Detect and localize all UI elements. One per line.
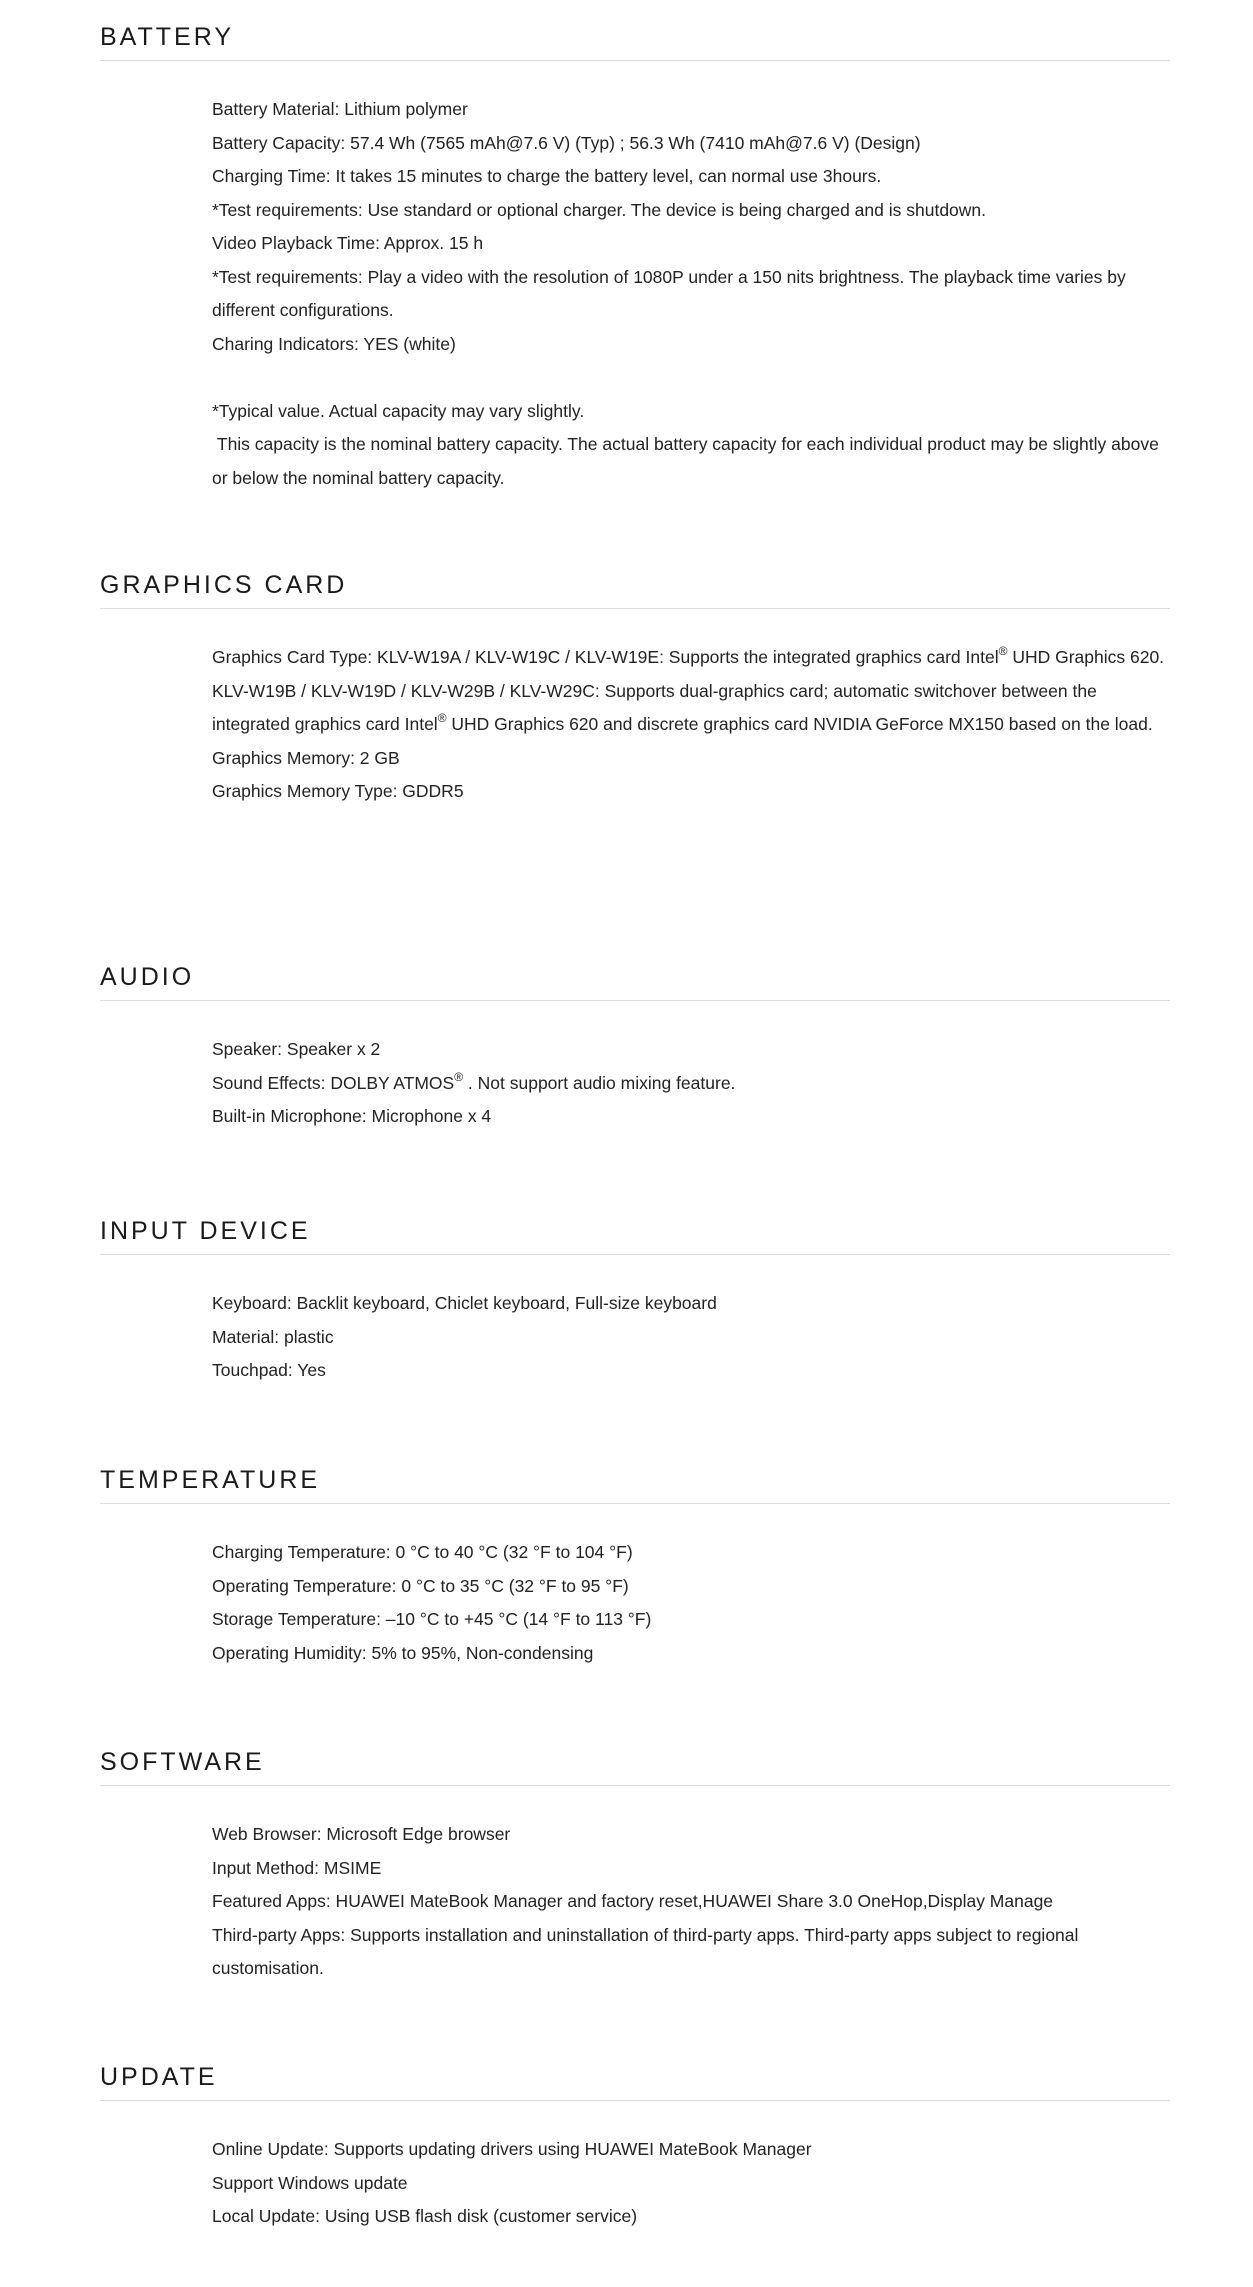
spec-line: Battery Material: Lithium polymer — [212, 99, 468, 119]
spec-line: Operating Humidity: 5% to 95%, Non-condensing — [212, 1642, 594, 1663]
section-body-update — [100, 2101, 1170, 2234]
spec-line — [212, 675, 1170, 742]
registered-mark: ® — [998, 644, 1008, 658]
section-audio — [100, 962, 1170, 1134]
spec-text: KLV-W19B / KLV-W19D / KLV-W29B / KLV-W29C: Supports dual-graphics card; automatic switchover between the integrated graphics card Intel — [212, 680, 1097, 734]
section-body-battery — [100, 61, 1170, 495]
spec-line — [212, 641, 1170, 675]
spec-line: Featured Apps: HUAWEI MateBook Manager and factory reset,HUAWEI Share 3.0 OneHop,Display Manage — [212, 1891, 1054, 1911]
spec-text: Sound Effects: DOLBY ATMOS — [212, 1072, 455, 1093]
spec-line: Charging Time: It takes 15 minutes to charge the battery level, can normal use 3hours. — [212, 166, 882, 186]
section-software — [100, 1747, 1170, 1986]
section-title-update: UPDATE — [100, 2062, 1170, 2101]
section-temperature — [100, 1465, 1170, 1670]
spec-line: Operating Temperature: 0 °C to 35 °C (32 °F to 95 °F) — [212, 1575, 629, 1596]
registered-mark: ® — [437, 711, 447, 725]
spec-text: Graphics Card Type: KLV-W19A / KLV-W19C / KLV-W19E: Supports the integrated graphics card Intel — [212, 647, 999, 667]
spec-line: *Test requirements: Use standard or optional charger. The device is being charged and is shutdown. — [212, 199, 987, 220]
spec-line: Input Method: MSIME — [212, 1857, 382, 1878]
section-graphics-card — [100, 570, 1170, 809]
spec-line: Touchpad: Yes — [212, 1360, 326, 1380]
section-update — [100, 2062, 1170, 2234]
section-title-audio: AUDIO — [100, 962, 1170, 1001]
section-title-graphics-card: GRAPHICS CARD — [100, 570, 1170, 609]
spec-note: This capacity is the nominal battery capacity. The actual battery capacity for each individual product may be slightly above or below the nominal battery capacity. — [212, 434, 1164, 488]
section-title-software: SOFTWARE — [100, 1747, 1170, 1786]
spec-line: Charging Temperature: 0 °C to 40 °C (32 °F to 104 °F) — [212, 1542, 633, 1562]
section-input-device — [100, 1216, 1170, 1388]
spec-line: Graphics Memory Type: GDDR5 — [212, 781, 464, 801]
spec-text: UHD Graphics 620. — [1007, 647, 1165, 667]
spec-line: Web Browser: Microsoft Edge browser — [212, 1824, 511, 1844]
spec-line: Material: plastic — [212, 1326, 334, 1347]
registered-mark: ® — [454, 1069, 464, 1084]
spec-line: Keyboard: Backlit keyboard, Chiclet keyboard, Full-size keyboard — [212, 1293, 717, 1313]
spec-line: Speaker: Speaker x 2 — [212, 1039, 381, 1059]
spec-line: Online Update: Supports updating drivers using HUAWEI MateBook Manager — [212, 2139, 812, 2159]
section-body-software — [100, 1786, 1170, 1986]
spec-text: UHD Graphics 620 and discrete graphics card NVIDIA GeForce MX150 based on the load. — [446, 714, 1153, 734]
spec-line: Local Update: Using USB flash disk (customer service) — [212, 2206, 638, 2226]
spacer — [212, 361, 1170, 395]
spec-line — [212, 1067, 1170, 1101]
section-title-temperature: TEMPERATURE — [100, 1465, 1170, 1504]
spec-line: *Test requirements: Play a video with the resolution of 1080P under a 150 nits brightness. The playback time varies by different configurations. — [212, 266, 1126, 320]
spec-line: Charing Indicators: YES (white) — [212, 333, 456, 354]
spec-line: Support Windows update — [212, 2172, 408, 2193]
spec-line: Storage Temperature: –10 °C to +45 °C (14 °F to 113 °F) — [212, 1609, 652, 1629]
section-body-temperature — [100, 1504, 1170, 1670]
spec-line: Graphics Memory: 2 GB — [212, 747, 400, 768]
spec-note: *Typical value. Actual capacity may vary slightly. — [212, 400, 585, 421]
section-body-input-device — [100, 1255, 1170, 1388]
spec-line: Third-party Apps: Supports installation and uninstallation of third-party apps. Third-party apps subject to regional customisation. — [212, 1924, 1079, 1978]
section-body-graphics-card — [100, 609, 1170, 809]
section-title-input-device: INPUT DEVICE — [100, 1216, 1170, 1255]
spec-text: . Not support audio mixing feature. — [463, 1072, 736, 1093]
spec-line: Built-in Microphone: Microphone x 4 — [212, 1106, 492, 1126]
section-battery — [100, 22, 1170, 495]
spec-line: Battery Capacity: 57.4 Wh (7565 mAh@7.6 V) (Typ) ; 56.3 Wh (7410 mAh@7.6 V) (Design) — [212, 132, 921, 153]
section-body-audio — [100, 1001, 1170, 1134]
spec-line: Video Playback Time: Approx. 15 h — [212, 233, 484, 253]
section-title-battery: BATTERY — [100, 22, 1170, 61]
